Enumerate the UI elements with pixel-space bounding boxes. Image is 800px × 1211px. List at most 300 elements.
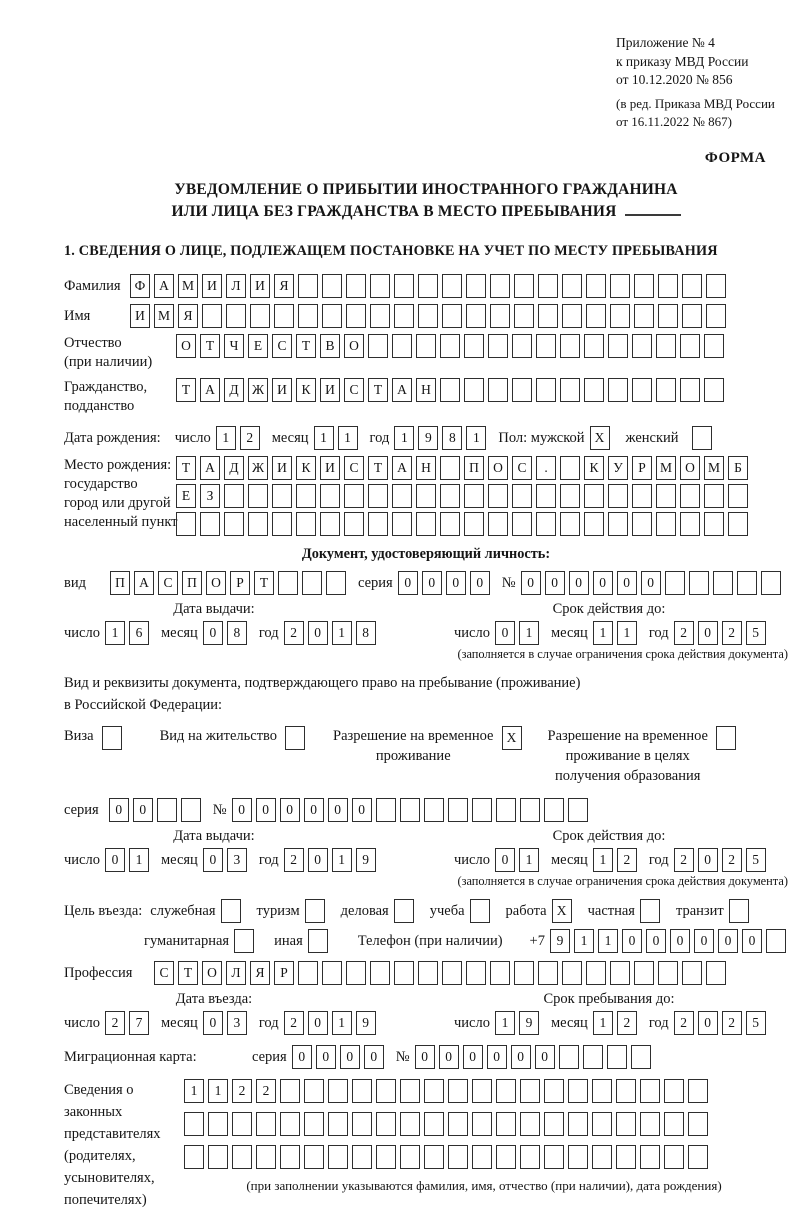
- char-box[interactable]: [370, 304, 390, 328]
- char-box[interactable]: [400, 1079, 420, 1103]
- char-box[interactable]: 0: [415, 1045, 435, 1069]
- char-box[interactable]: [440, 512, 460, 536]
- char-box[interactable]: П: [110, 571, 130, 595]
- char-box[interactable]: 8: [356, 621, 376, 645]
- char-box[interactable]: Т: [178, 961, 198, 985]
- char-box[interactable]: [344, 512, 364, 536]
- char-box[interactable]: [424, 1145, 444, 1169]
- char-box[interactable]: [616, 1079, 636, 1103]
- char-box[interactable]: 0: [511, 1045, 531, 1069]
- char-box[interactable]: Т: [368, 378, 388, 402]
- char-box[interactable]: А: [134, 571, 154, 595]
- char-box[interactable]: [664, 1145, 684, 1169]
- char-box[interactable]: П: [182, 571, 202, 595]
- char-box[interactable]: [200, 512, 220, 536]
- char-box[interactable]: 0: [203, 1011, 223, 1035]
- char-box[interactable]: М: [178, 274, 198, 298]
- char-box[interactable]: 2: [256, 1079, 276, 1103]
- char-box[interactable]: [568, 798, 588, 822]
- char-box[interactable]: 0: [495, 848, 515, 872]
- char-box[interactable]: [370, 961, 390, 985]
- char-box[interactable]: О: [206, 571, 226, 595]
- temp-residence-checkbox[interactable]: X: [502, 726, 522, 750]
- char-box[interactable]: [544, 1145, 564, 1169]
- char-box[interactable]: [616, 1145, 636, 1169]
- char-box[interactable]: [368, 334, 388, 358]
- char-box[interactable]: 0: [569, 571, 589, 595]
- char-box[interactable]: [632, 334, 652, 358]
- char-box[interactable]: И: [272, 378, 292, 402]
- char-box[interactable]: [608, 484, 628, 508]
- char-box[interactable]: 1: [338, 426, 358, 450]
- char-box[interactable]: 0: [256, 798, 276, 822]
- temp-residence-edu-checkbox[interactable]: [716, 726, 736, 750]
- char-box[interactable]: [256, 1145, 276, 1169]
- char-box[interactable]: [328, 1112, 348, 1136]
- purpose-private-checkbox[interactable]: [640, 899, 660, 923]
- char-box[interactable]: Е: [248, 334, 268, 358]
- char-box[interactable]: [464, 334, 484, 358]
- char-box[interactable]: [658, 961, 678, 985]
- char-box[interactable]: [418, 961, 438, 985]
- char-box[interactable]: З: [200, 484, 220, 508]
- char-box[interactable]: Т: [176, 456, 196, 480]
- char-box[interactable]: [584, 484, 604, 508]
- char-box[interactable]: 0: [495, 621, 515, 645]
- char-box[interactable]: 0: [340, 1045, 360, 1069]
- char-box[interactable]: [706, 961, 726, 985]
- char-box[interactable]: [472, 1079, 492, 1103]
- char-box[interactable]: 0: [292, 1045, 312, 1069]
- char-box[interactable]: [157, 798, 177, 822]
- char-box[interactable]: [680, 378, 700, 402]
- char-box[interactable]: М: [704, 456, 724, 480]
- char-box[interactable]: [656, 334, 676, 358]
- char-box[interactable]: 1: [495, 1011, 515, 1035]
- char-box[interactable]: 2: [617, 1011, 637, 1035]
- char-box[interactable]: [704, 378, 724, 402]
- char-box[interactable]: [272, 484, 292, 508]
- char-box[interactable]: 1: [105, 621, 125, 645]
- char-box[interactable]: [584, 512, 604, 536]
- char-box[interactable]: [490, 274, 510, 298]
- char-box[interactable]: К: [296, 456, 316, 480]
- char-box[interactable]: [680, 484, 700, 508]
- char-box[interactable]: 0: [328, 798, 348, 822]
- char-box[interactable]: С: [158, 571, 178, 595]
- char-box[interactable]: [346, 274, 366, 298]
- char-box[interactable]: [416, 334, 436, 358]
- char-box[interactable]: [568, 1145, 588, 1169]
- purpose-humanitarian-checkbox[interactable]: [234, 929, 254, 953]
- char-box[interactable]: [184, 1145, 204, 1169]
- char-box[interactable]: 2: [722, 621, 742, 645]
- char-box[interactable]: [488, 512, 508, 536]
- char-box[interactable]: [688, 1112, 708, 1136]
- residence-permit-checkbox[interactable]: [285, 726, 305, 750]
- char-box[interactable]: [538, 304, 558, 328]
- char-box[interactable]: [274, 304, 294, 328]
- char-box[interactable]: Л: [226, 274, 246, 298]
- char-box[interactable]: 0: [487, 1045, 507, 1069]
- char-box[interactable]: [368, 484, 388, 508]
- char-box[interactable]: О: [176, 334, 196, 358]
- char-box[interactable]: [328, 1145, 348, 1169]
- char-box[interactable]: [488, 334, 508, 358]
- char-box[interactable]: 0: [133, 798, 153, 822]
- char-box[interactable]: [496, 798, 516, 822]
- char-box[interactable]: [440, 334, 460, 358]
- char-box[interactable]: С: [344, 456, 364, 480]
- char-box[interactable]: Р: [632, 456, 652, 480]
- char-box[interactable]: [704, 512, 724, 536]
- char-box[interactable]: [376, 1112, 396, 1136]
- char-box[interactable]: [536, 484, 556, 508]
- char-box[interactable]: [352, 1079, 372, 1103]
- char-box[interactable]: 2: [722, 1011, 742, 1035]
- char-box[interactable]: [392, 512, 412, 536]
- char-box[interactable]: [656, 378, 676, 402]
- char-box[interactable]: [298, 304, 318, 328]
- char-box[interactable]: 1: [184, 1079, 204, 1103]
- char-box[interactable]: [322, 274, 342, 298]
- char-box[interactable]: [608, 378, 628, 402]
- char-box[interactable]: 0: [545, 571, 565, 595]
- char-box[interactable]: О: [680, 456, 700, 480]
- char-box[interactable]: 0: [698, 848, 718, 872]
- char-box[interactable]: А: [392, 378, 412, 402]
- char-box[interactable]: [464, 484, 484, 508]
- char-box[interactable]: Б: [728, 456, 748, 480]
- char-box[interactable]: 7: [129, 1011, 149, 1035]
- char-box[interactable]: [640, 1079, 660, 1103]
- char-box[interactable]: [559, 1045, 579, 1069]
- char-box[interactable]: 0: [535, 1045, 555, 1069]
- char-box[interactable]: Н: [416, 456, 436, 480]
- char-box[interactable]: [416, 512, 436, 536]
- char-box[interactable]: 9: [356, 1011, 376, 1035]
- char-box[interactable]: [298, 961, 318, 985]
- char-box[interactable]: [560, 456, 580, 480]
- char-box[interactable]: [376, 1145, 396, 1169]
- char-box[interactable]: [472, 798, 492, 822]
- char-box[interactable]: [560, 334, 580, 358]
- char-box[interactable]: 0: [646, 929, 666, 953]
- char-box[interactable]: Ф: [130, 274, 150, 298]
- char-box[interactable]: [488, 378, 508, 402]
- char-box[interactable]: 0: [398, 571, 418, 595]
- char-box[interactable]: 1: [129, 848, 149, 872]
- char-box[interactable]: О: [488, 456, 508, 480]
- char-box[interactable]: [224, 512, 244, 536]
- char-box[interactable]: 0: [304, 798, 324, 822]
- char-box[interactable]: [610, 274, 630, 298]
- char-box[interactable]: Ж: [248, 378, 268, 402]
- char-box[interactable]: [250, 304, 270, 328]
- char-box[interactable]: 1: [593, 1011, 613, 1035]
- char-box[interactable]: [448, 1079, 468, 1103]
- char-box[interactable]: 0: [232, 798, 252, 822]
- char-box[interactable]: [538, 961, 558, 985]
- char-box[interactable]: [544, 798, 564, 822]
- char-box[interactable]: [376, 1079, 396, 1103]
- char-box[interactable]: [418, 274, 438, 298]
- char-box[interactable]: 8: [442, 426, 462, 450]
- char-box[interactable]: [584, 334, 604, 358]
- char-box[interactable]: [488, 484, 508, 508]
- char-box[interactable]: [658, 304, 678, 328]
- char-box[interactable]: [448, 1145, 468, 1169]
- purpose-other-checkbox[interactable]: [308, 929, 328, 953]
- char-box[interactable]: 0: [308, 1011, 328, 1035]
- char-box[interactable]: [656, 484, 676, 508]
- char-box[interactable]: 8: [227, 621, 247, 645]
- char-box[interactable]: [442, 274, 462, 298]
- char-box[interactable]: [296, 484, 316, 508]
- char-box[interactable]: [464, 378, 484, 402]
- char-box[interactable]: [682, 274, 702, 298]
- char-box[interactable]: [520, 798, 540, 822]
- char-box[interactable]: [394, 961, 414, 985]
- char-box[interactable]: 1: [593, 621, 613, 645]
- char-box[interactable]: [302, 571, 322, 595]
- char-box[interactable]: 0: [203, 848, 223, 872]
- char-box[interactable]: [512, 484, 532, 508]
- char-box[interactable]: [440, 484, 460, 508]
- char-box[interactable]: [706, 304, 726, 328]
- char-box[interactable]: [184, 1112, 204, 1136]
- char-box[interactable]: 2: [674, 1011, 694, 1035]
- char-box[interactable]: 0: [593, 571, 613, 595]
- char-box[interactable]: [490, 961, 510, 985]
- char-box[interactable]: 0: [641, 571, 661, 595]
- char-box[interactable]: И: [250, 274, 270, 298]
- char-box[interactable]: [394, 274, 414, 298]
- char-box[interactable]: [352, 1112, 372, 1136]
- char-box[interactable]: [248, 512, 268, 536]
- char-box[interactable]: Т: [368, 456, 388, 480]
- char-box[interactable]: [704, 334, 724, 358]
- char-box[interactable]: 5: [746, 621, 766, 645]
- char-box[interactable]: [322, 304, 342, 328]
- char-box[interactable]: [634, 274, 654, 298]
- char-box[interactable]: Т: [296, 334, 316, 358]
- char-box[interactable]: У: [608, 456, 628, 480]
- char-box[interactable]: [728, 512, 748, 536]
- char-box[interactable]: 9: [550, 929, 570, 953]
- char-box[interactable]: [346, 961, 366, 985]
- char-box[interactable]: [682, 304, 702, 328]
- char-box[interactable]: [706, 274, 726, 298]
- char-box[interactable]: [586, 274, 606, 298]
- char-box[interactable]: 2: [617, 848, 637, 872]
- char-box[interactable]: [634, 304, 654, 328]
- male-checkbox[interactable]: X: [590, 426, 610, 450]
- char-box[interactable]: [232, 1112, 252, 1136]
- char-box[interactable]: [520, 1145, 540, 1169]
- char-box[interactable]: 2: [105, 1011, 125, 1035]
- char-box[interactable]: [610, 304, 630, 328]
- char-box[interactable]: Т: [254, 571, 274, 595]
- char-box[interactable]: 6: [129, 621, 149, 645]
- char-box[interactable]: [424, 1079, 444, 1103]
- char-box[interactable]: 1: [519, 848, 539, 872]
- char-box[interactable]: [418, 304, 438, 328]
- char-box[interactable]: 9: [356, 848, 376, 872]
- char-box[interactable]: [560, 512, 580, 536]
- char-box[interactable]: [280, 1079, 300, 1103]
- char-box[interactable]: [536, 378, 556, 402]
- char-box[interactable]: [584, 378, 604, 402]
- char-box[interactable]: М: [656, 456, 676, 480]
- char-box[interactable]: Д: [224, 378, 244, 402]
- char-box[interactable]: [448, 798, 468, 822]
- char-box[interactable]: [536, 334, 556, 358]
- char-box[interactable]: [326, 571, 346, 595]
- female-checkbox[interactable]: [692, 426, 712, 450]
- char-box[interactable]: 2: [240, 426, 260, 450]
- char-box[interactable]: [370, 274, 390, 298]
- char-box[interactable]: И: [320, 378, 340, 402]
- char-box[interactable]: Т: [200, 334, 220, 358]
- char-box[interactable]: [442, 304, 462, 328]
- char-box[interactable]: С: [512, 456, 532, 480]
- char-box[interactable]: В: [320, 334, 340, 358]
- char-box[interactable]: [442, 961, 462, 985]
- char-box[interactable]: [704, 484, 724, 508]
- char-box[interactable]: [536, 512, 556, 536]
- char-box[interactable]: К: [584, 456, 604, 480]
- char-box[interactable]: [658, 274, 678, 298]
- char-box[interactable]: 1: [593, 848, 613, 872]
- char-box[interactable]: [440, 456, 460, 480]
- char-box[interactable]: 2: [722, 848, 742, 872]
- purpose-work-checkbox[interactable]: X: [552, 899, 572, 923]
- char-box[interactable]: О: [344, 334, 364, 358]
- purpose-study-checkbox[interactable]: [470, 899, 490, 923]
- char-box[interactable]: [568, 1112, 588, 1136]
- char-box[interactable]: [560, 484, 580, 508]
- char-box[interactable]: Р: [230, 571, 250, 595]
- char-box[interactable]: [632, 512, 652, 536]
- char-box[interactable]: А: [154, 274, 174, 298]
- char-box[interactable]: [632, 378, 652, 402]
- char-box[interactable]: [680, 512, 700, 536]
- char-box[interactable]: [278, 571, 298, 595]
- char-box[interactable]: 2: [674, 621, 694, 645]
- char-box[interactable]: [664, 1112, 684, 1136]
- char-box[interactable]: [272, 512, 292, 536]
- char-box[interactable]: [232, 1145, 252, 1169]
- char-box[interactable]: [202, 304, 222, 328]
- char-box[interactable]: 0: [463, 1045, 483, 1069]
- char-box[interactable]: [394, 304, 414, 328]
- char-box[interactable]: С: [154, 961, 174, 985]
- char-box[interactable]: [464, 512, 484, 536]
- char-box[interactable]: [608, 334, 628, 358]
- char-box[interactable]: [562, 961, 582, 985]
- char-box[interactable]: 1: [574, 929, 594, 953]
- char-box[interactable]: 0: [742, 929, 762, 953]
- char-box[interactable]: [682, 961, 702, 985]
- char-box[interactable]: [607, 1045, 627, 1069]
- char-box[interactable]: 0: [316, 1045, 336, 1069]
- char-box[interactable]: Ч: [224, 334, 244, 358]
- char-box[interactable]: 2: [284, 848, 304, 872]
- char-box[interactable]: [737, 571, 757, 595]
- char-box[interactable]: [514, 274, 534, 298]
- char-box[interactable]: [680, 334, 700, 358]
- char-box[interactable]: 2: [284, 1011, 304, 1035]
- char-box[interactable]: [640, 1145, 660, 1169]
- char-box[interactable]: 0: [470, 571, 490, 595]
- char-box[interactable]: Л: [226, 961, 246, 985]
- char-box[interactable]: 0: [422, 571, 442, 595]
- char-box[interactable]: [562, 274, 582, 298]
- char-box[interactable]: [392, 484, 412, 508]
- char-box[interactable]: [368, 512, 388, 536]
- purpose-transit-checkbox[interactable]: [729, 899, 749, 923]
- purpose-tourism-checkbox[interactable]: [305, 899, 325, 923]
- char-box[interactable]: 0: [203, 621, 223, 645]
- char-box[interactable]: [256, 1112, 276, 1136]
- char-box[interactable]: [728, 484, 748, 508]
- char-box[interactable]: [176, 512, 196, 536]
- char-box[interactable]: 3: [227, 1011, 247, 1035]
- char-box[interactable]: М: [154, 304, 174, 328]
- char-box[interactable]: 1: [208, 1079, 228, 1103]
- char-box[interactable]: 2: [284, 621, 304, 645]
- char-box[interactable]: [296, 512, 316, 536]
- char-box[interactable]: [560, 378, 580, 402]
- char-box[interactable]: [304, 1145, 324, 1169]
- char-box[interactable]: [448, 1112, 468, 1136]
- char-box[interactable]: [631, 1045, 651, 1069]
- char-box[interactable]: К: [296, 378, 316, 402]
- char-box[interactable]: 1: [617, 621, 637, 645]
- char-box[interactable]: Я: [178, 304, 198, 328]
- char-box[interactable]: С: [272, 334, 292, 358]
- char-box[interactable]: [298, 274, 318, 298]
- char-box[interactable]: 0: [364, 1045, 384, 1069]
- char-box[interactable]: [664, 1079, 684, 1103]
- char-box[interactable]: [512, 334, 532, 358]
- char-box[interactable]: 1: [216, 426, 236, 450]
- char-box[interactable]: 0: [439, 1045, 459, 1069]
- char-box[interactable]: [304, 1079, 324, 1103]
- char-box[interactable]: [424, 1112, 444, 1136]
- char-box[interactable]: [496, 1079, 516, 1103]
- char-box[interactable]: [520, 1079, 540, 1103]
- char-box[interactable]: [344, 484, 364, 508]
- char-box[interactable]: 1: [394, 426, 414, 450]
- char-box[interactable]: 0: [622, 929, 642, 953]
- char-box[interactable]: [496, 1145, 516, 1169]
- char-box[interactable]: И: [202, 274, 222, 298]
- char-box[interactable]: И: [130, 304, 150, 328]
- char-box[interactable]: [592, 1145, 612, 1169]
- char-box[interactable]: [346, 304, 366, 328]
- char-box[interactable]: [544, 1079, 564, 1103]
- char-box[interactable]: [280, 1145, 300, 1169]
- char-box[interactable]: [466, 304, 486, 328]
- char-box[interactable]: [496, 1112, 516, 1136]
- char-box[interactable]: [520, 1112, 540, 1136]
- char-box[interactable]: [512, 512, 532, 536]
- char-box[interactable]: 1: [332, 621, 352, 645]
- char-box[interactable]: 1: [332, 848, 352, 872]
- char-box[interactable]: [761, 571, 781, 595]
